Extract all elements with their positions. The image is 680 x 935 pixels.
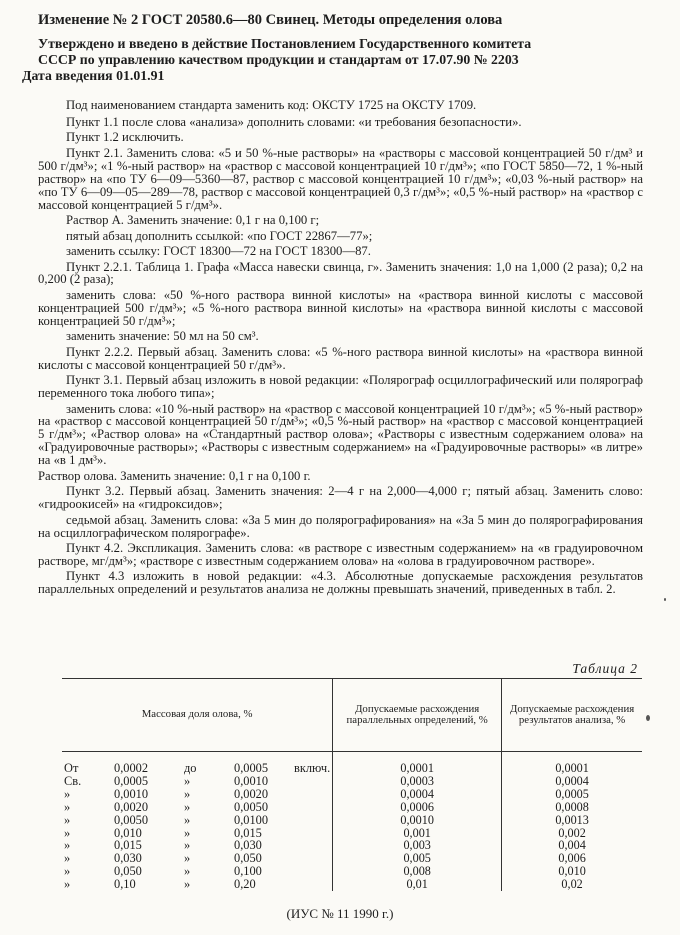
range-mid: »	[184, 773, 191, 788]
tin-fraction-range	[62, 788, 333, 801]
range-to: 0,100	[234, 864, 262, 879]
range-to: 0,0020	[234, 786, 269, 801]
range-to: 0,0050	[234, 799, 269, 814]
range-mid: »	[184, 851, 191, 866]
col-header-analysis-tolerance: Допускаемые расхождения результатов анализа, %	[502, 679, 642, 752]
range-prefix: »	[64, 812, 71, 827]
parallel-tolerance-value: 0,01	[333, 878, 502, 891]
range-mid: »	[184, 838, 191, 853]
table-body	[62, 752, 642, 892]
range-from: 0,0002	[114, 761, 149, 775]
parallel-tolerance-value: 0,0006	[333, 801, 502, 814]
range-to: 0,20	[234, 877, 256, 892]
range-mid: »	[184, 864, 191, 879]
tin-fraction-range	[62, 839, 333, 852]
paragraph: Под наименованием стандарта заменить код: ОКСТУ 1725 на ОКСТУ 1709.	[66, 98, 477, 112]
range-to: 0,0100	[234, 812, 269, 827]
paragraph: Раствор А. Заменить значение: 0,1 г на 0,100 г;	[66, 213, 320, 228]
col-header-parallel-tolerance: Допускаемые расхождения параллельных определений, %	[333, 679, 502, 752]
range-from: 0,0005	[114, 773, 149, 788]
paragraph: Пункт 4.3 изложить в новой редакции: «4.3. Абсолютные допускаемые расхождения результатов параллельных определений и результатов анализа не должны превышать значений, приведенных в табл. 2.	[38, 569, 643, 597]
range-prefix: От	[64, 761, 79, 775]
analysis-tolerance-value: 0,006	[558, 851, 586, 866]
tin-fraction-range	[62, 775, 333, 788]
approval-line-1: Утверждено и введено в действие Постановлением Государственного комитета	[38, 36, 532, 51]
parallel-tolerance-value: 0,003	[333, 839, 502, 852]
table-row	[62, 878, 642, 891]
range-mid: »	[184, 812, 191, 827]
tin-fraction-range	[62, 827, 333, 840]
tin-fraction-range	[62, 878, 333, 891]
tin-fraction-range	[62, 752, 333, 775]
paragraph: Пункт 2.1. Заменить слова: «5 и 50 %-ные растворы» на «растворы с массовой концентрацией 50 г/дм³ и 500 г/дм³»; «1 %-ный раствор» на «раствор с массовой концентрацией 10 г/дм³»; «по ГОСТ 5850—72, 1 %-ный раствор» на «по ТУ 6—09—5360—87, раствор с массовой концентрацией 10 г/дм³»; «0,03 %-ный раствор» на «по ТУ 6—09—05—289—78, раствор с массовой концентрацией 0,3 г/дм³»; «0,5 %-ный раствор» на «раствор с массовой концентрацией 5 г/дм³».	[38, 145, 643, 212]
range-prefix: »	[64, 864, 71, 879]
analysis-tolerance-value: 0,002	[558, 825, 586, 840]
table-row	[62, 814, 642, 827]
paragraph: пятый абзац дополнить ссылкой: «по ГОСТ 22867—77»;	[66, 228, 373, 243]
range-prefix: »	[64, 825, 71, 840]
paragraph: Пункт 2.2.2. Первый абзац. Заменить слова: «5 %-ного раствора винной кислоты» на «раствора винной кислоты с массовой концентрацией 50 г/дм³».	[38, 344, 643, 372]
paragraph: Пункт 1.1 после слова «анализа» дополнить словами: «и требования безопасности».	[66, 114, 522, 129]
range-prefix: Св.	[64, 773, 82, 788]
paragraph: заменить слова: «50 %-ного раствора винной кислоты» на «раствора винной кислоты с массовой концентрацией 500 г/дм³»; «5 %-ного раствора винной кислоты» на «раствора винной кислоты с массовой концентрацией 50 г/дм³»;	[38, 287, 643, 328]
parallel-tolerance-value: 0,001	[333, 827, 502, 840]
range-to: 0,050	[234, 851, 262, 866]
range-prefix: »	[64, 838, 71, 853]
range-mid: »	[184, 799, 191, 814]
range-to: 0,0010	[234, 773, 269, 788]
tolerance-table	[62, 678, 642, 891]
range-from: 0,0020	[114, 799, 149, 814]
range-suffix: включ.	[294, 761, 331, 775]
range-from: 0,030	[114, 851, 142, 866]
range-prefix: »	[64, 799, 71, 814]
paragraph: Пункт 3.1. Первый абзац изложить в новой редакции: «Полярограф осциллографический или полярограф переменного тока любого типа»;	[38, 373, 643, 401]
approval-statement	[38, 36, 660, 68]
parallel-tolerance-value: 0,005	[333, 852, 502, 865]
analysis-tolerance-value: 0,010	[558, 864, 586, 879]
parallel-tolerance-value: 0,0003	[333, 775, 502, 788]
table-header-row	[62, 679, 642, 752]
range-from: 0,0050	[114, 812, 149, 827]
col-header-tin-fraction: Массовая доля олова, %	[62, 679, 333, 752]
table-row	[62, 788, 642, 801]
analysis-tolerance-value: 0,0005	[555, 786, 589, 801]
range-mid: »	[184, 786, 191, 801]
paragraph: Пункт 1.2 исключить.	[66, 130, 184, 145]
scan-speck	[646, 715, 650, 721]
table-row	[62, 852, 642, 865]
paragraph: Пункт 3.2. Первый абзац. Заменить значения: 2—4 г на 2,000—4,000 г; пятый абзац. Заменить слово: «гидроокисей» на «гидроксидов»;	[38, 484, 643, 512]
parallel-tolerance-value: 0,0001	[333, 752, 502, 775]
analysis-tolerance-value: 0,0004	[555, 773, 589, 788]
effective-date: Дата введения 01.01.91	[22, 68, 165, 83]
tin-fraction-range	[62, 852, 333, 865]
amendment-body	[38, 99, 643, 599]
range-prefix: »	[64, 851, 71, 866]
range-mid: »	[184, 877, 191, 892]
amendment-title: Изменение № 2 ГОСТ 20580.6—80 Свинец. Методы определения олова	[38, 12, 503, 28]
analysis-tolerance-value: 0,0008	[555, 799, 589, 814]
range-from: 0,015	[114, 838, 142, 853]
parallel-tolerance-value: 0,0010	[333, 814, 502, 827]
analysis-tolerance-value: 0,0013	[555, 812, 589, 827]
table-row	[62, 839, 642, 852]
tin-fraction-range	[62, 814, 333, 827]
range-to: 0,030	[234, 838, 262, 853]
tin-fraction-range	[62, 801, 333, 814]
parallel-tolerance-value: 0,008	[333, 865, 502, 878]
table-row	[62, 827, 642, 840]
range-to: 0,0005	[234, 761, 269, 775]
paragraph: седьмой абзац. Заменить слова: «За 5 мин до полярографирования» на «За 5 мин до полярографирования на осциллографическом полярографе».	[38, 512, 643, 540]
paragraph: заменить значение: 50 мл на 50 см³.	[66, 329, 259, 344]
range-from: 0,010	[114, 825, 142, 840]
paragraph: заменить ссылку: ГОСТ 18300—72 на ГОСТ 18300—87.	[66, 244, 371, 259]
range-from: 0,0010	[114, 786, 149, 801]
scan-speck	[664, 598, 666, 601]
table-row	[62, 752, 642, 775]
range-prefix: »	[64, 786, 71, 801]
paragraph: Пункт 4.2. Экспликация. Заменить слова: «в растворе с известным содержанием» на «в градуировочном растворе, мг/дм³»; «растворе с известным содержанием олова» на «олова в градуировочном растворе».	[38, 541, 643, 568]
paragraph: Пункт 2.2.1. Таблица 1. Графа «Масса навески свинца, г». Заменить значения: 1,0 на 1,000 (2 раза); 0,2 на 0,200 (2 раза);	[38, 259, 643, 287]
tin-fraction-range	[62, 865, 333, 878]
analysis-tolerance-value: 0,0001	[555, 761, 589, 775]
table-row	[62, 865, 642, 878]
analysis-tolerance-value: 0,004	[558, 838, 586, 853]
table-title: Таблица 2	[572, 661, 638, 676]
approval-line-2: СССР по управлению качеством продукции и стандартам от 17.07.90 № 2203	[38, 52, 519, 67]
paragraph: заменить слова: «10 %-ный раствор» на «раствор с массовой концентрацией 10 г/дм³»; «5 %-ный раствор» на «раствор с массовой концентрацией 50 г/дм³»; «0,5 %-ный раствор» на «раствор с массовой концентрацией 5 г/дм³»; «Раствор олова» на «Стандартный раствор олова»; «Растворы с известным содержанием олова» на «Градуировочные растворы»; «Растворы с известным содержанием» на «Градуировочные растворы» «в литре» на «в 1 дм³».	[38, 401, 643, 468]
range-mid: »	[184, 825, 191, 840]
range-from: 0,050	[114, 864, 142, 879]
analysis-tolerance-value: 0,02	[561, 877, 583, 892]
range-mid: до	[184, 761, 197, 775]
range-from: 0,10	[114, 877, 136, 892]
table-row	[62, 801, 642, 814]
paragraph: Раствор олова. Заменить значение: 0,1 г на 0,100 г.	[38, 468, 311, 483]
publication-note: (ИУС № 11 1990 г.)	[286, 906, 394, 921]
range-to: 0,015	[234, 825, 262, 840]
range-prefix: »	[64, 877, 71, 892]
table-row	[62, 775, 642, 788]
parallel-tolerance-value: 0,0004	[333, 788, 502, 801]
